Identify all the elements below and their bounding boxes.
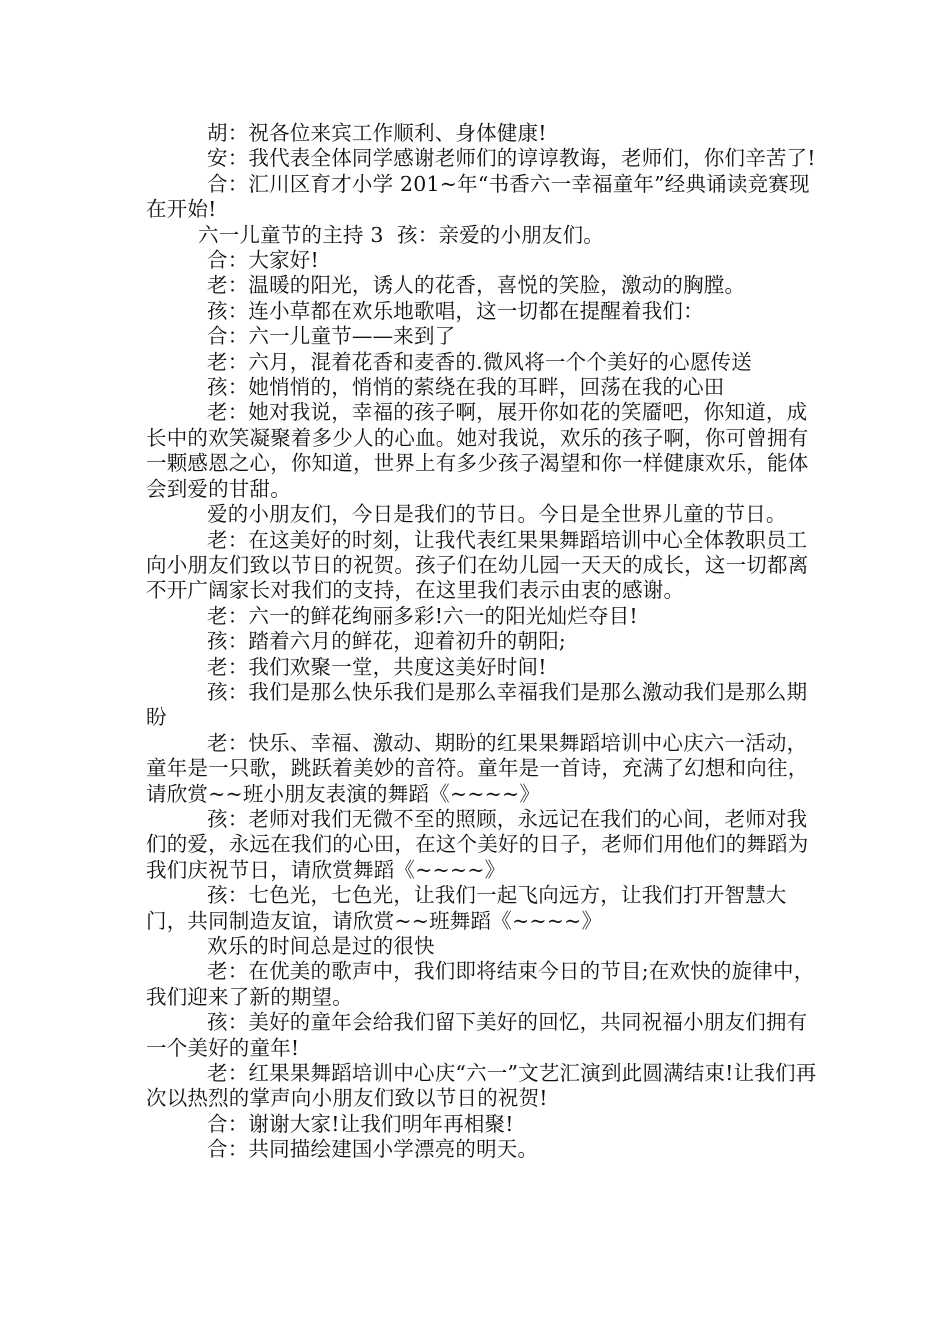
paragraph: 老：我们欢聚一堂，共度这美好时间!: [207, 654, 547, 679]
paragraph: 老：六月，混着花香和麦香的.微风将一个个美好的心愿传送: [207, 349, 752, 374]
paragraph: 孩：七色光，七色光，让我们一起飞向远方，让我们打开智慧大门，共同制造友谊，请欣赏~~班舞蹈《~~~~》: [146, 883, 787, 933]
paragraph: 老：在这美好的时刻，让我代表红果果舞蹈培训中心全体教职员工向小朋友们致以节日的祝贺。孩子们在幼儿园一天天的成长，这一切都离不开广阔家长对我们的支持，在这里我们表示由衷的感谢。: [146, 527, 809, 603]
paragraph: 老：快乐、幸福、激动、期盼的红果果舞蹈培训中心庆六一活动，童年是一只歌，跳跃着美妙的音符。童年是一首诗，充满了幻想和向往，请欣赏~~班小朋友表演的舞蹈《~~~~》: [146, 730, 809, 806]
paragraph: 爱的小朋友们，今日是我们的节日。今日是全世界儿童的节日。: [207, 502, 787, 527]
paragraph: 六一儿童节的主持 3 孩：亲爱的小朋友们。: [198, 222, 604, 247]
paragraph: 胡：祝各位来宾工作顺利、身体健康!: [207, 121, 547, 145]
paragraph: 老：温暖的阳光，诱人的花香，喜悦的笑脸，激动的胸膛。: [207, 273, 746, 298]
paragraph: 孩：我们是那么快乐我们是那么幸福我们是那么激动我们是那么期盼: [146, 679, 808, 730]
paragraph: 老：红果果舞蹈培训中心庆“六一”文艺汇演到此圆满结束!让我们再次以热烈的掌声向小朋友们致以节日的祝贺!: [146, 1061, 817, 1111]
paragraph: 孩：她悄悄的，悄悄的萦绕在我的耳畔，回荡在我的心田: [207, 375, 725, 400]
paragraph: 合：汇川区育才小学 201~年“书香六一幸福童年”经典诵读竞赛现在开始!: [146, 171, 810, 222]
paragraph: 老：六一的鲜花绚丽多彩!六一的阳光灿烂夺目!: [207, 603, 638, 628]
paragraph: 孩：美好的童年会给我们留下美好的回忆，共同祝福小朋友们拥有一个美好的童年!: [146, 1010, 808, 1060]
paragraph: 老：她对我说，幸福的孩子啊，展开你如花的笑靥吧，你知道，成长中的欢笑凝聚着多少人的心血。她对我说，欢乐的孩子啊，你可曾拥有一颗感恩之心，你知道，世界上有多少孩子渴望和你一样健康欢乐，能体会到爱的甘甜。: [146, 400, 809, 501]
paragraph: 合：六一儿童节——来到了: [207, 324, 456, 349]
paragraph: 欢乐的时间总是过的很快: [207, 934, 435, 958]
paragraph: 安：我代表全体同学感谢老师们的谆谆教诲，老师们，你们辛苦了!: [207, 146, 816, 171]
document-body: [146, 121, 818, 1163]
paragraph: 孩：老师对我们无微不至的照顾，永远记在我们的心间，老师对我们的爱，永远在我们的心田，在这个美好的日子，老师们用他们的舞蹈为我们庆祝节日，请欣赏舞蹈《~~~~》: [146, 806, 809, 882]
paragraph: 合：谢谢大家!让我们明年再相聚!: [207, 1111, 514, 1136]
paragraph: 合：共同描绘建国小学漂亮的明天。: [207, 1137, 539, 1162]
paragraph: 孩：连小草都在欢乐地歌唱，这一切都在提醒着我们：: [207, 298, 704, 323]
paragraph: 合：大家好!: [207, 248, 319, 273]
paragraph: 孩：踏着六月的鲜花，迎着初升的朝阳;: [207, 629, 567, 654]
paragraph: 老：在优美的歌声中，我们即将结束今日的节目;在欢快的旋律中，我们迎来了新的期望。: [146, 959, 815, 1009]
